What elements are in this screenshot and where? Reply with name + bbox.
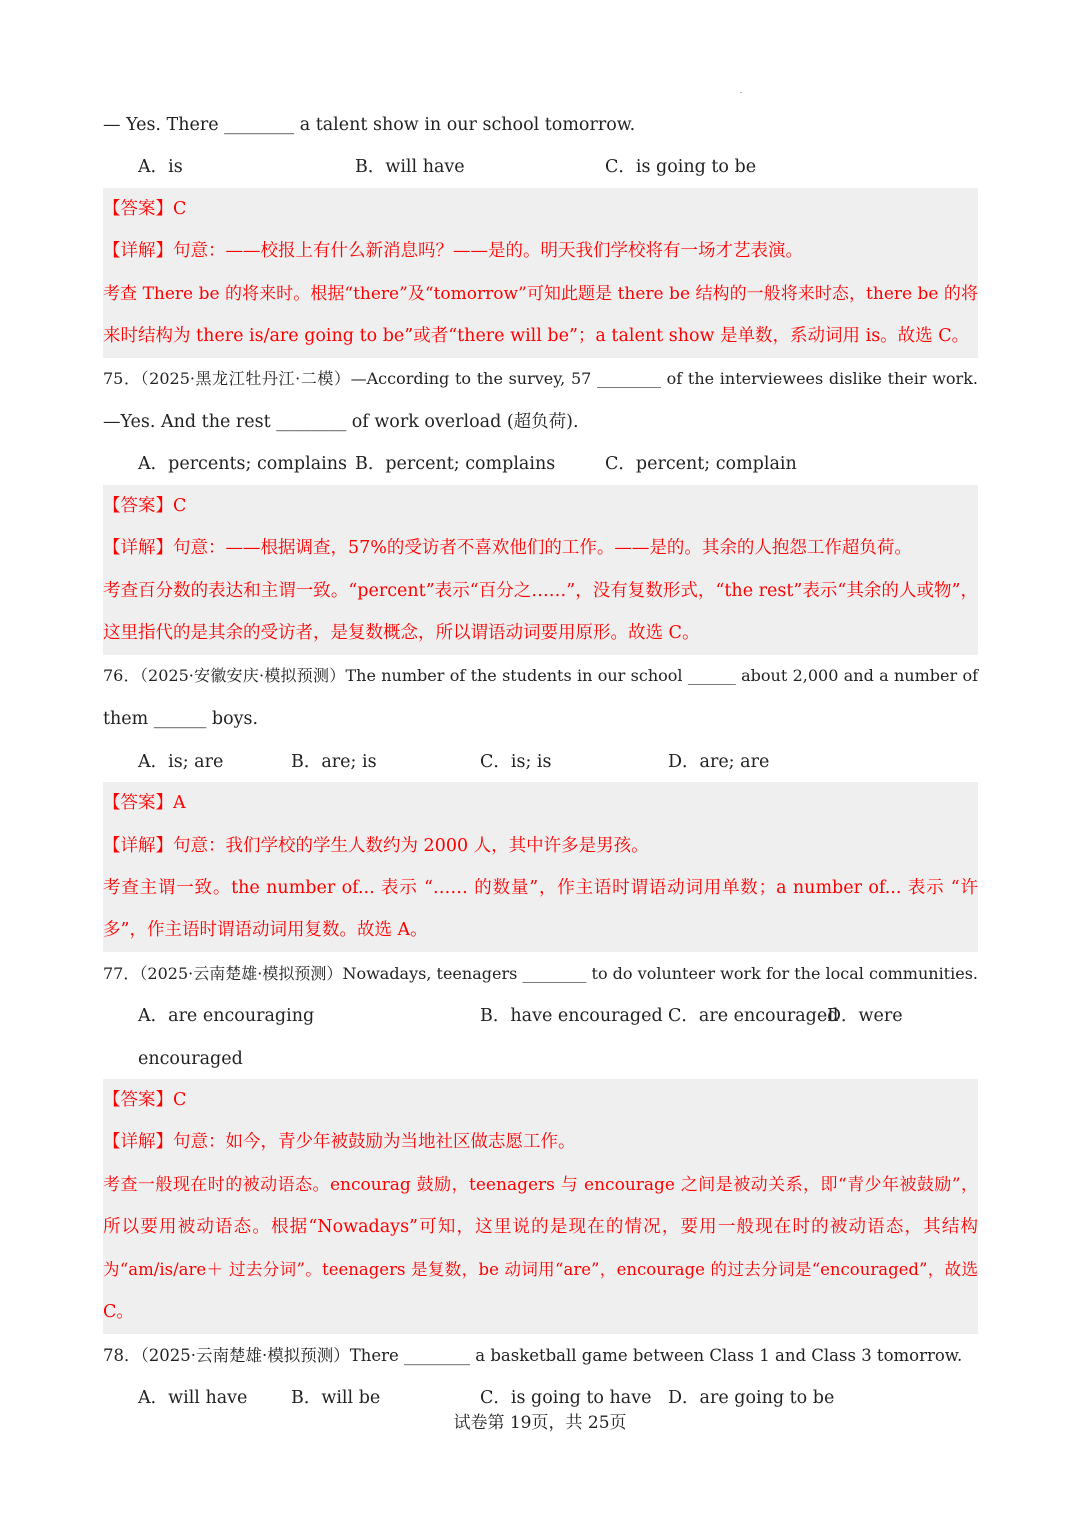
q75-detail-1: 【详解】句意：——根据调查，57%的受访者不喜欢他们的工作。——是的。其余的人抱怨工作超负荷。: [103, 538, 912, 558]
q76-stem-1: 76．（2025·安徽安庆·模拟预测）The number of the students in our school ______ about 2,000 and a number of: [103, 666, 978, 685]
q76-answer-box: [103, 782, 978, 952]
q78-option-a: A．will have: [138, 1388, 248, 1408]
q76-answer: 【答案】A: [103, 793, 186, 813]
q76-option-a: A．is; are: [138, 752, 224, 772]
q74-stem: — Yes. There ________ a talent show in our school tomorrow.: [103, 115, 636, 135]
q76-option-b: B．are; is: [291, 752, 377, 772]
q78-option-c: C．is going to have: [480, 1388, 652, 1408]
q77-detail-1: 【详解】句意：如今，青少年被鼓励为当地社区做志愿工作。: [103, 1132, 576, 1152]
q77-option-c: C．are encouraged: [668, 1006, 839, 1026]
q74-option-b: B．will have: [355, 157, 465, 177]
q75-option-c: C．percent; complain: [605, 454, 797, 474]
q75-detail-3: 这里指代的是其余的受访者，是复数概念，所以谓语动词要用原形。故选 C。: [103, 623, 700, 643]
q76-detail-3: 多”，作主语时谓语动词用复数。故选 A。: [103, 920, 428, 940]
q76-option-d: D．are; are: [668, 752, 770, 772]
q76-detail-2: 考查主谓一致。the number of... 表示 “…… 的数量”，作主语时谓语动词用单数；a number of... 表示 “许: [103, 878, 978, 898]
q77-detail-2: 考查一般现在时的被动语态。encourag 鼓励，teenagers 与 encourage 之间是被动关系，即“青少年被鼓励”，: [103, 1175, 978, 1195]
q77-detail-3: 所以要用被动语态。根据“Nowadays”可知，这里说的是现在的情况，要用一般现在时的被动语态，其结构: [103, 1217, 978, 1237]
q75-stem-1: 75．（2025·黑龙江牡丹江·二模）—According to the survey, 57 ________ of the interviewees dislike their work.: [103, 369, 978, 388]
q75-option-b: B．percent; complains: [355, 454, 556, 474]
q77-option-a: A．are encouraging: [138, 1006, 315, 1026]
q77-option-d: D．were: [827, 1006, 903, 1026]
q74-detail-2: 考查 There be 的将来时。根据“there”及“tomorrow”可知此题是 there be 结构的一般将来时态，there be 的将: [103, 284, 978, 304]
q75-answer-box: [103, 485, 978, 655]
q78-option-d: D．are going to be: [668, 1388, 835, 1408]
q75-answer: 【答案】C: [103, 496, 187, 516]
q74-answer: 【答案】C: [103, 199, 187, 219]
q74-detail-3: 来时结构为 there is/are going to be”或者“there will be”；a talent show 是单数，系动词用 is。故选 C。: [103, 326, 970, 346]
q76-detail-1: 【详解】句意：我们学校的学生人数约为 2000 人，其中许多是男孩。: [103, 836, 649, 856]
q77-option-d-wrap: encouraged: [138, 1049, 243, 1069]
q77-option-b: B．have encouraged: [480, 1006, 663, 1026]
q74-option-a: A．is: [138, 157, 183, 177]
q78-stem: 78．（2025·云南楚雄·模拟预测）There ________ a basketball game between Class 1 and Class 3 tomorrow.: [103, 1346, 963, 1365]
q76-option-c: C．is; is: [480, 752, 552, 772]
page-footer: 试卷第 19页，共 25页: [453, 1413, 627, 1433]
q75-detail-2: 考查百分数的表达和主谓一致。“percent”表示“百分之……”，没有复数形式，“the rest”表示“其余的人或物”，: [103, 581, 978, 601]
scan-speck: [740, 92, 742, 93]
q77-answer-box: [103, 1079, 978, 1334]
q77-answer: 【答案】C: [103, 1090, 187, 1110]
q76-stem-2: them ______ boys.: [103, 709, 259, 729]
q75-option-a: A．percents; complains: [138, 454, 347, 474]
q77-detail-4: 为“am/is/are＋ 过去分词”。teenagers 是复数，be 动词用“are”，encourage 的过去分词是“encouraged”，故选: [103, 1260, 978, 1279]
q74-answer-box: [103, 188, 978, 358]
q77-stem: 77．（2025·云南楚雄·模拟预测）Nowadays, teenagers ________ to do volunteer work for the local communities.: [103, 964, 978, 983]
q78-option-b: B．will be: [291, 1388, 381, 1408]
q74-detail-1: 【详解】句意：——校报上有什么新消息吗？——是的。明天我们学校将有一场才艺表演。: [103, 241, 803, 261]
q74-option-c: C．is going to be: [605, 157, 757, 177]
q77-detail-5: C。: [103, 1302, 134, 1322]
q75-stem-2: —Yes. And the rest ________ of work overload (超负荷).: [103, 412, 579, 432]
